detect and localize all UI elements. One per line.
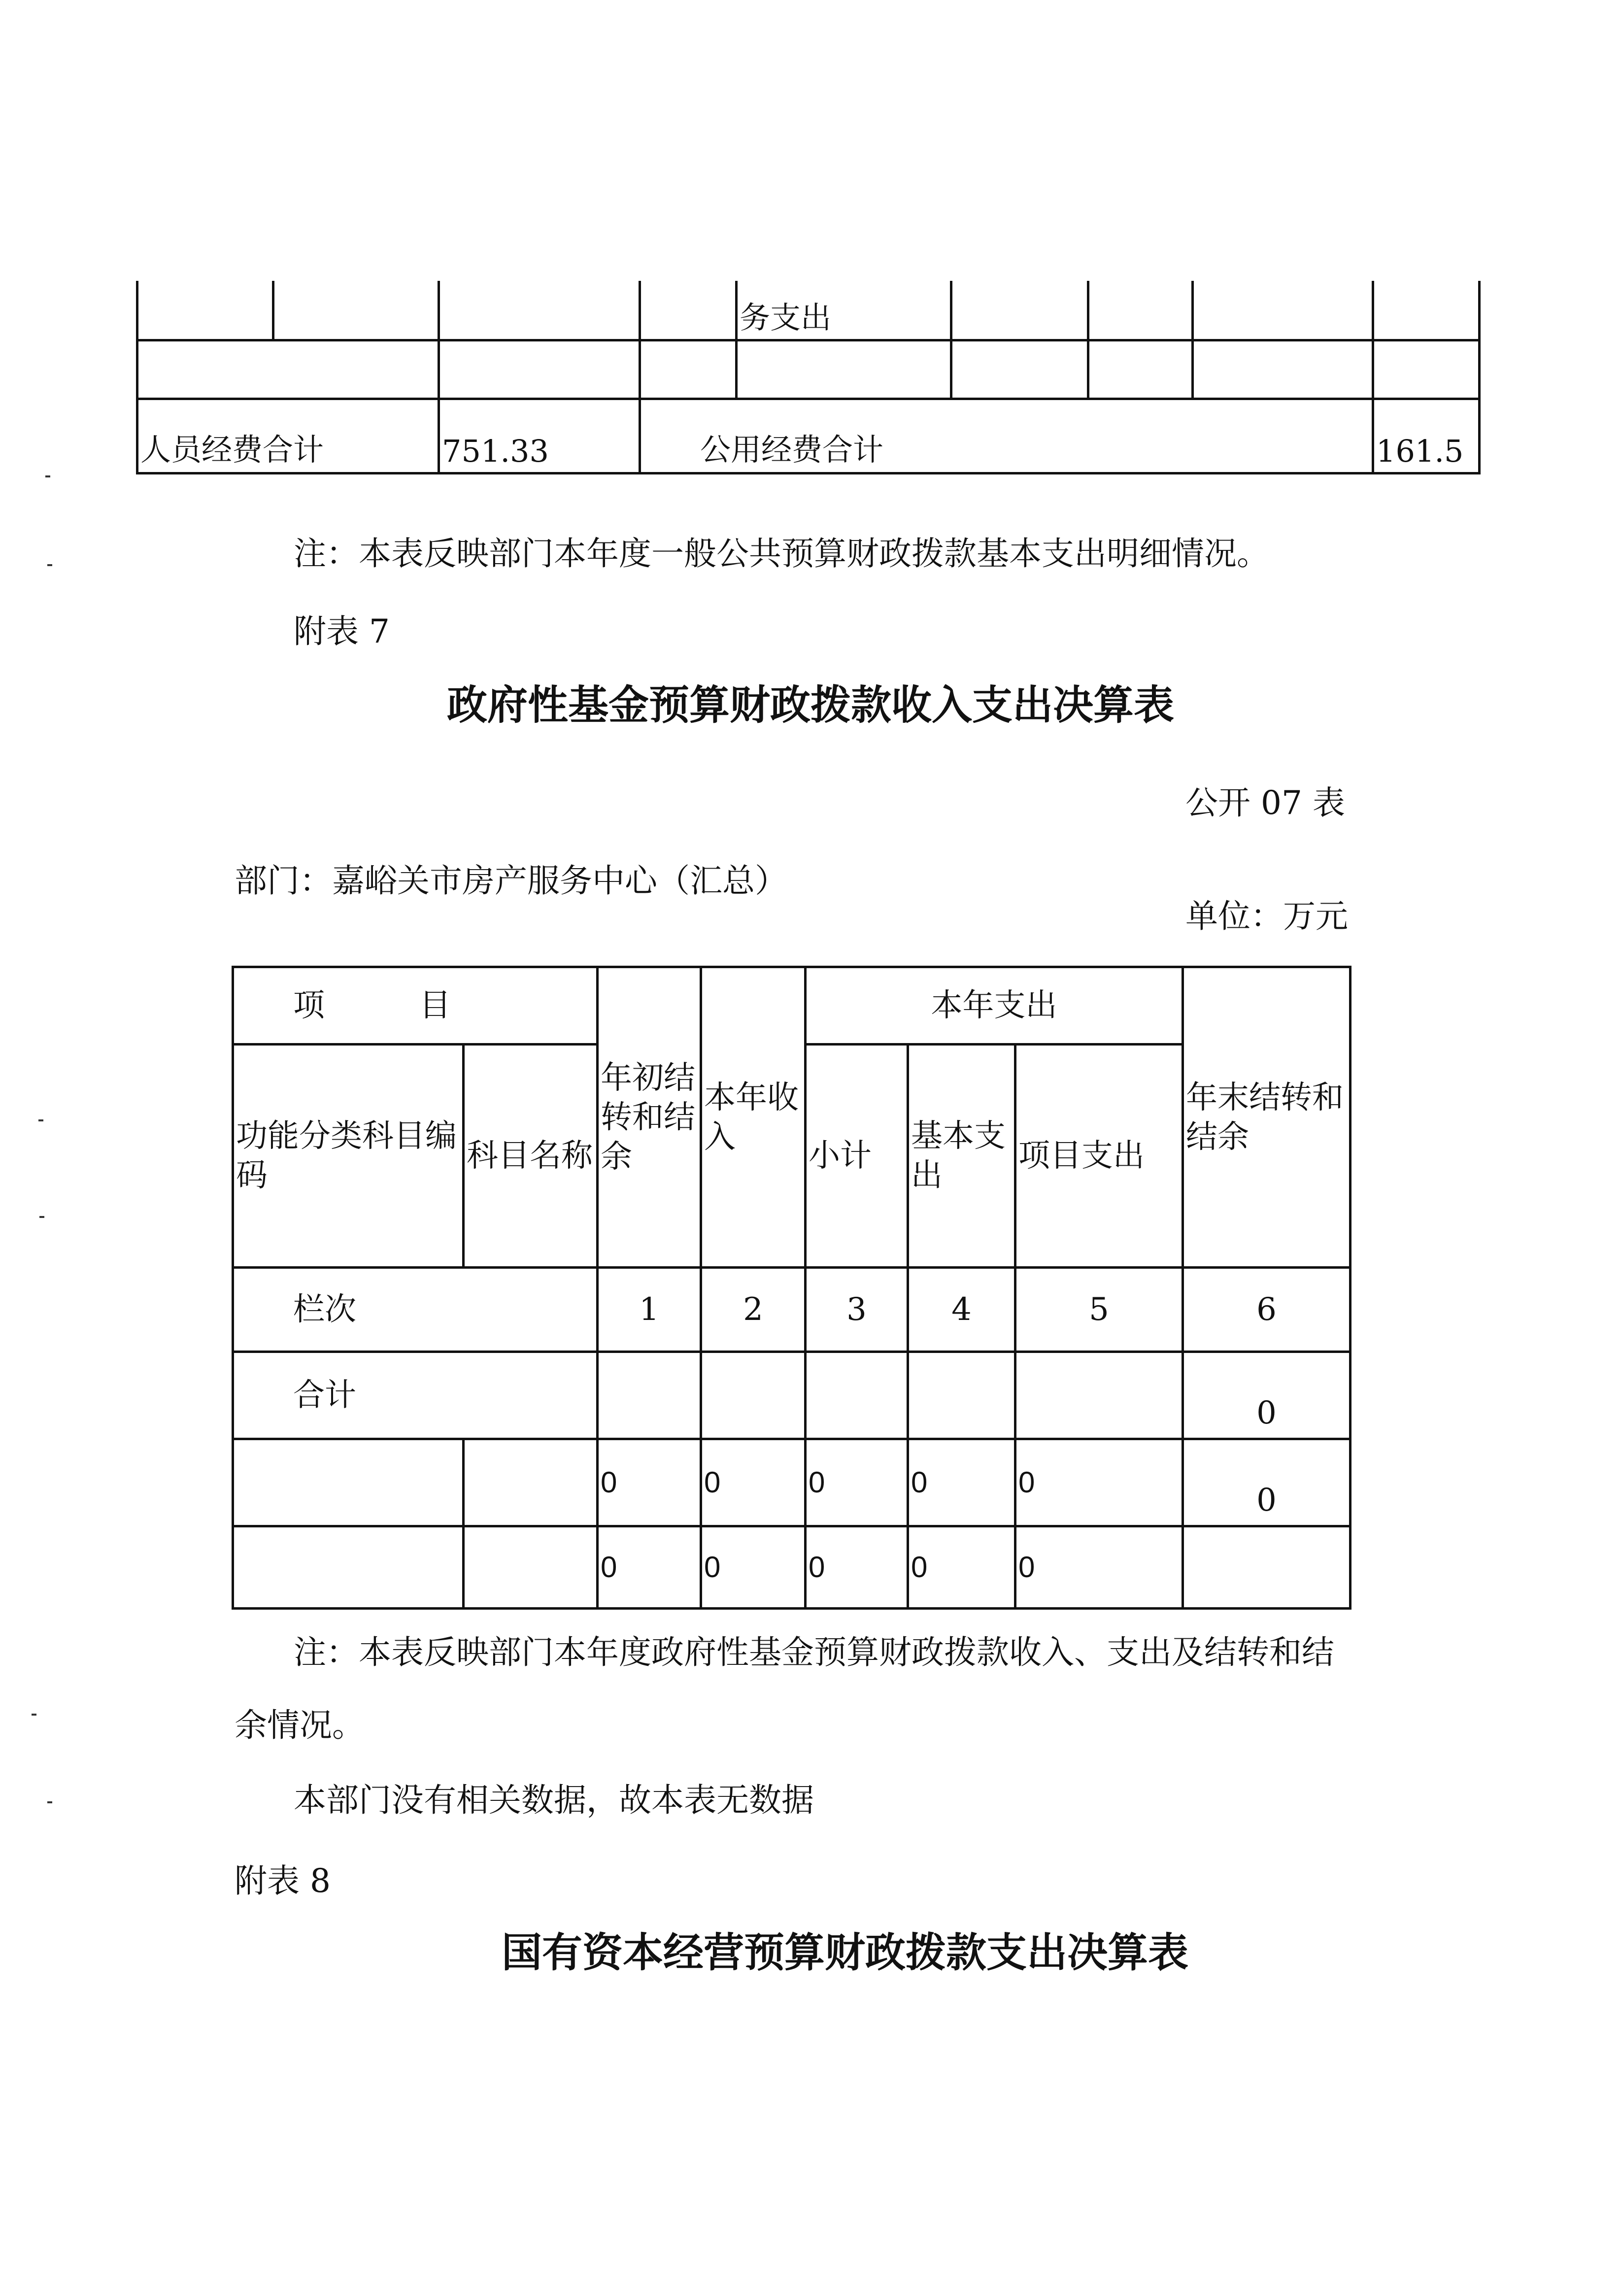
title-table-8: 国有资本经营预算财政拨款支出决算表 — [501, 1929, 1188, 1976]
table-cell — [1088, 340, 1193, 399]
header-func-code: 功能分类科目编码 — [233, 1045, 464, 1268]
header-item: 项 目 — [233, 967, 598, 1045]
table-cell: 0 — [1015, 1439, 1183, 1526]
unit-label: 单位：万元 — [1185, 897, 1348, 935]
header-subject-name: 科目名称 — [464, 1045, 598, 1268]
appendix-7-label: 附表 7 — [294, 612, 390, 650]
personnel-total-label: 人员经费合计 — [137, 399, 439, 473]
table-cell: 0 — [908, 1526, 1015, 1609]
column-number-label: 栏次 — [233, 1268, 598, 1352]
column-number: 3 — [806, 1268, 908, 1352]
column-number: 6 — [1183, 1268, 1351, 1352]
table-cell: 0 — [1183, 1439, 1351, 1526]
scan-speck — [32, 1714, 36, 1716]
table-cell — [137, 281, 273, 340]
table-cell — [273, 281, 439, 340]
form-code: 公开 07 表 — [1185, 784, 1345, 822]
personnel-total-value: 751.33 — [439, 399, 640, 473]
table-cell — [1183, 1526, 1351, 1609]
table-cell — [640, 340, 737, 399]
table-cell — [951, 281, 1088, 340]
table-cell — [701, 1352, 806, 1439]
table-cell: 0 — [701, 1526, 806, 1609]
gov-fund-table — [232, 966, 1351, 1610]
table-cell: 0 — [701, 1439, 806, 1526]
total-end-balance: 0 — [1183, 1352, 1351, 1439]
no-data-statement: 本部门没有相关数据，故本表无数据 — [294, 1781, 814, 1819]
public-total-label: 公用经费合计 — [640, 399, 1373, 473]
table-cell: 0 — [806, 1439, 908, 1526]
table-cell — [439, 281, 640, 340]
header-basic: 基本支出 — [908, 1045, 1015, 1268]
note-table-7-line1: 注：本表反映部门本年度政府性基金预算财政拨款收入、支出及结转和结 — [294, 1633, 1334, 1671]
table-cell — [598, 1352, 701, 1439]
header-income: 本年收入 — [701, 967, 806, 1268]
table-cell — [1193, 340, 1373, 399]
scan-speck — [47, 564, 52, 566]
table-cell — [464, 1526, 598, 1609]
table-cell: 务支出 — [737, 281, 951, 340]
table-cell — [1373, 340, 1480, 399]
table-cell — [806, 1352, 908, 1439]
table-cell: 0 — [806, 1526, 908, 1609]
header-project: 项目支出 — [1015, 1045, 1183, 1268]
table-cell — [908, 1352, 1015, 1439]
table-cell — [1015, 1352, 1183, 1439]
table-cell — [439, 340, 640, 399]
table-cell — [464, 1439, 598, 1526]
column-number: 5 — [1015, 1268, 1183, 1352]
expense-detail-table-tail — [136, 281, 1481, 474]
table-cell: 0 — [598, 1526, 701, 1609]
note-table-6: 注：本表反映部门本年度一般公共预算财政拨款基本支出明细情况。 — [294, 535, 1269, 573]
column-number: 4 — [908, 1268, 1015, 1352]
total-row-label: 合计 — [233, 1352, 598, 1439]
header-expense-group: 本年支出 — [806, 967, 1183, 1045]
column-number: 1 — [598, 1268, 701, 1352]
public-total-value: 161.5 — [1373, 399, 1480, 473]
scan-speck — [39, 1216, 44, 1218]
table-cell — [137, 340, 439, 399]
scan-speck — [38, 1119, 43, 1121]
note-table-7-line2: 余情况。 — [235, 1706, 365, 1744]
appendix-8-label: 附表 8 — [235, 1862, 331, 1900]
title-table-7: 政府性基金预算财政拨款收入支出决算表 — [446, 682, 1174, 729]
table-cell — [233, 1439, 464, 1526]
scan-speck — [45, 475, 50, 477]
table-cell: 0 — [1015, 1526, 1183, 1609]
table-cell — [640, 281, 737, 340]
table-cell — [1373, 281, 1480, 340]
table-cell — [1193, 281, 1373, 340]
header-end-balance: 年末结转和结余 — [1183, 967, 1351, 1268]
header-subtotal: 小计 — [806, 1045, 908, 1268]
scan-speck — [47, 1801, 52, 1803]
header-begin-balance: 年初结转和结余 — [598, 967, 701, 1268]
table-cell: 0 — [598, 1439, 701, 1526]
table-cell: 0 — [908, 1439, 1015, 1526]
table-cell — [951, 340, 1088, 399]
table-cell — [233, 1526, 464, 1609]
department-label: 部门：嘉峪关市房产服务中心（汇总） — [235, 862, 787, 900]
table-cell — [1088, 281, 1193, 340]
column-number: 2 — [701, 1268, 806, 1352]
table-cell — [737, 340, 951, 399]
